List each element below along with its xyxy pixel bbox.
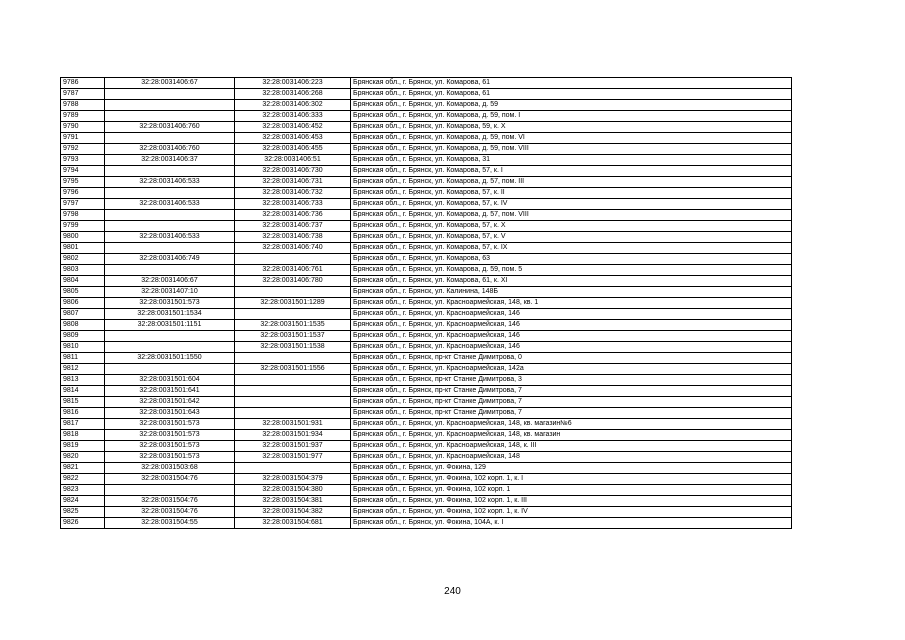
cadastral-number-cell [235, 463, 351, 474]
row-number-cell: 9817 [61, 419, 105, 430]
address-cell: Брянская обл., г. Брянск, ул. Комарова, 61, к. XI [351, 276, 792, 287]
table-row [61, 320, 792, 331]
cadastral-number-cell: 32:28:0031504:380 [235, 485, 351, 496]
address-cell: Брянская обл., г. Брянск, ул. Красноармейская, 146 [351, 320, 792, 331]
row-number-cell: 9824 [61, 496, 105, 507]
cadastral-number-cell: 32:28:0031406:452 [235, 122, 351, 133]
parent-cadastral-number-cell: 32:28:0031501:643 [105, 408, 235, 419]
row-number-cell: 9814 [61, 386, 105, 397]
cadastral-number-cell: 32:28:0031406:780 [235, 276, 351, 287]
cadastral-number-cell: 32:28:0031501:931 [235, 419, 351, 430]
cadastral-number-cell: 32:28:0031406:730 [235, 166, 351, 177]
address-cell: Брянская обл., г. Брянск, ул. Комарова, д. 59, пом. 5 [351, 265, 792, 276]
address-cell: Брянская обл., г. Брянск, ул. Фокина, 102 корп. 1, к. IV [351, 507, 792, 518]
address-cell: Брянская обл., г. Брянск, ул. Фокина, 104А, к. I [351, 518, 792, 529]
cadastral-number-cell [235, 287, 351, 298]
row-number-cell: 9813 [61, 375, 105, 386]
address-cell: Брянская обл., г. Брянск, ул. Красноармейская, 148, кв. магазин [351, 430, 792, 441]
address-cell: Брянская обл., г. Брянск, ул. Комарова, 31 [351, 155, 792, 166]
cadastral-number-cell: 32:28:0031406:737 [235, 221, 351, 232]
row-number-cell: 9812 [61, 364, 105, 375]
parent-cadastral-number-cell: 32:28:0031501:1534 [105, 309, 235, 320]
parent-cadastral-number-cell [105, 100, 235, 111]
row-number-cell: 9816 [61, 408, 105, 419]
table-row [61, 78, 792, 89]
parent-cadastral-number-cell: 32:28:0031407:10 [105, 287, 235, 298]
table-row [61, 177, 792, 188]
cadastral-number-cell: 32:28:0031504:381 [235, 496, 351, 507]
cadastral-number-cell [235, 309, 351, 320]
cadastral-number-cell: 32:28:0031501:1538 [235, 342, 351, 353]
address-cell: Брянская обл., г. Брянск, ул. Комарова, д. 59, пом. VIII [351, 144, 792, 155]
cadastral-number-cell [235, 386, 351, 397]
cadastral-number-cell [235, 408, 351, 419]
table-row [61, 353, 792, 364]
row-number-cell: 9815 [61, 397, 105, 408]
table-row [61, 155, 792, 166]
address-cell: Брянская обл., г. Брянск, пр-кт Станке Димитрова, 7 [351, 397, 792, 408]
parent-cadastral-number-cell [105, 111, 235, 122]
parent-cadastral-number-cell: 32:28:0031501:573 [105, 298, 235, 309]
parent-cadastral-number-cell: 32:28:0031503:68 [105, 463, 235, 474]
cadastral-number-cell: 32:28:0031406:732 [235, 188, 351, 199]
cadastral-number-cell: 32:28:0031501:934 [235, 430, 351, 441]
address-cell: Брянская обл., г. Брянск, ул. Комарова, 63 [351, 254, 792, 265]
row-number-cell: 9804 [61, 276, 105, 287]
row-number-cell: 9801 [61, 243, 105, 254]
cadastral-number-cell: 32:28:0031406:302 [235, 100, 351, 111]
row-number-cell: 9798 [61, 210, 105, 221]
table-row [61, 221, 792, 232]
parent-cadastral-number-cell: 32:28:0031501:604 [105, 375, 235, 386]
row-number-cell: 9788 [61, 100, 105, 111]
cadastral-number-cell: 32:28:0031406:731 [235, 177, 351, 188]
parent-cadastral-number-cell: 32:28:0031406:533 [105, 232, 235, 243]
address-cell: Брянская обл., г. Брянск, ул. Комарова, д. 59 [351, 100, 792, 111]
table-row [61, 485, 792, 496]
cadastral-number-cell: 32:28:0031504:382 [235, 507, 351, 518]
row-number-cell: 9825 [61, 507, 105, 518]
table-row [61, 199, 792, 210]
address-cell: Брянская обл., г. Брянск, ул. Красноармейская, 148 [351, 452, 792, 463]
table-row [61, 265, 792, 276]
row-number-cell: 9809 [61, 331, 105, 342]
address-cell: Брянская обл., г. Брянск, ул. Комарова, 57, к. II [351, 188, 792, 199]
address-cell: Брянская обл., г. Брянск, ул. Красноармейская, 148, кв. магазин№6 [351, 419, 792, 430]
table-row [61, 463, 792, 474]
cadastral-number-cell: 32:28:0031406:453 [235, 133, 351, 144]
table-row [61, 298, 792, 309]
cadastral-number-cell: 32:28:0031504:681 [235, 518, 351, 529]
row-number-cell: 9803 [61, 265, 105, 276]
row-number-cell: 9800 [61, 232, 105, 243]
table-row [61, 452, 792, 463]
row-number-cell: 9789 [61, 111, 105, 122]
address-cell: Брянская обл., г. Брянск, ул. Красноармейская, 148, кв. 1 [351, 298, 792, 309]
parent-cadastral-number-cell: 32:28:0031406:67 [105, 78, 235, 89]
parent-cadastral-number-cell [105, 221, 235, 232]
parent-cadastral-number-cell: 32:28:0031501:1151 [105, 320, 235, 331]
cadastral-number-cell: 32:28:0031501:1289 [235, 298, 351, 309]
table-row [61, 408, 792, 419]
parent-cadastral-number-cell: 32:28:0031501:573 [105, 452, 235, 463]
address-cell: Брянская обл., г. Брянск, ул. Фокина, 102 корп. 1, к. III [351, 496, 792, 507]
row-number-cell: 9799 [61, 221, 105, 232]
parent-cadastral-number-cell [105, 243, 235, 254]
table-row [61, 144, 792, 155]
address-cell: Брянская обл., г. Брянск, ул. Красноармейская, 146 [351, 331, 792, 342]
parent-cadastral-number-cell [105, 485, 235, 496]
cadastral-number-cell: 32:28:0031406:333 [235, 111, 351, 122]
parent-cadastral-number-cell [105, 133, 235, 144]
table-row [61, 89, 792, 100]
row-number-cell: 9786 [61, 78, 105, 89]
parent-cadastral-number-cell: 32:28:0031406:760 [105, 144, 235, 155]
parent-cadastral-number-cell: 32:28:0031501:642 [105, 397, 235, 408]
table-row [61, 100, 792, 111]
table-row [61, 507, 792, 518]
parent-cadastral-number-cell: 32:28:0031504:76 [105, 496, 235, 507]
table-row [61, 386, 792, 397]
cadastral-number-cell [235, 353, 351, 364]
address-cell: Брянская обл., г. Брянск, ул. Красноармейская, 146 [351, 342, 792, 353]
row-number-cell: 9792 [61, 144, 105, 155]
registry-table-body [61, 78, 792, 529]
parent-cadastral-number-cell [105, 331, 235, 342]
table-row [61, 518, 792, 529]
cadastral-number-cell: 32:28:0031406:736 [235, 210, 351, 221]
row-number-cell: 9818 [61, 430, 105, 441]
address-cell: Брянская обл., г. Брянск, ул. Комарова, 57, к. IV [351, 199, 792, 210]
row-number-cell: 9805 [61, 287, 105, 298]
row-number-cell: 9821 [61, 463, 105, 474]
parent-cadastral-number-cell: 32:28:0031501:573 [105, 430, 235, 441]
table-row [61, 210, 792, 221]
address-cell: Брянская обл., г. Брянск, пр-кт Станке Димитрова, 7 [351, 408, 792, 419]
parent-cadastral-number-cell [105, 364, 235, 375]
table-row [61, 331, 792, 342]
table-row [61, 166, 792, 177]
row-number-cell: 9795 [61, 177, 105, 188]
address-cell: Брянская обл., г. Брянск, ул. Комарова, 61 [351, 89, 792, 100]
table-row [61, 188, 792, 199]
cadastral-number-cell: 32:28:0031406:738 [235, 232, 351, 243]
address-cell: Брянская обл., г. Брянск, ул. Фокина, 102 корп. 1 [351, 485, 792, 496]
parent-cadastral-number-cell: 32:28:0031501:573 [105, 419, 235, 430]
address-cell: Брянская обл., г. Брянск, ул. Комарова, 57, к. X [351, 221, 792, 232]
address-cell: Брянская обл., г. Брянск, ул. Красноармейская, 146 [351, 309, 792, 320]
parent-cadastral-number-cell [105, 210, 235, 221]
parent-cadastral-number-cell: 32:28:0031504:76 [105, 474, 235, 485]
cadastral-number-cell [235, 254, 351, 265]
table-row [61, 111, 792, 122]
table-row [61, 232, 792, 243]
row-number-cell: 9822 [61, 474, 105, 485]
parent-cadastral-number-cell: 32:28:0031406:749 [105, 254, 235, 265]
parent-cadastral-number-cell [105, 342, 235, 353]
table-row [61, 122, 792, 133]
parent-cadastral-number-cell [105, 89, 235, 100]
parent-cadastral-number-cell: 32:28:0031406:760 [105, 122, 235, 133]
address-cell: Брянская обл., г. Брянск, ул. Комарова, д. 59, пом. VI [351, 133, 792, 144]
parent-cadastral-number-cell: 32:28:0031504:76 [105, 507, 235, 518]
table-row [61, 254, 792, 265]
table-row [61, 419, 792, 430]
cadastral-number-cell: 32:28:0031406:761 [235, 265, 351, 276]
parent-cadastral-number-cell [105, 265, 235, 276]
row-number-cell: 9808 [61, 320, 105, 331]
table-row [61, 243, 792, 254]
cadastral-number-cell: 32:28:0031406:740 [235, 243, 351, 254]
address-cell: Брянская обл., г. Брянск, ул. Комарова, 57, к. V [351, 232, 792, 243]
row-number-cell: 9802 [61, 254, 105, 265]
table-row [61, 441, 792, 452]
table-row [61, 287, 792, 298]
parent-cadastral-number-cell: 32:28:0031501:1550 [105, 353, 235, 364]
parent-cadastral-number-cell: 32:28:0031406:533 [105, 177, 235, 188]
parent-cadastral-number-cell: 32:28:0031501:573 [105, 441, 235, 452]
parent-cadastral-number-cell: 32:28:0031504:55 [105, 518, 235, 529]
address-cell: Брянская обл., г. Брянск, ул. Красноармейская, 148, к. III [351, 441, 792, 452]
row-number-cell: 9811 [61, 353, 105, 364]
parent-cadastral-number-cell: 32:28:0031501:641 [105, 386, 235, 397]
table-row [61, 276, 792, 287]
parent-cadastral-number-cell: 32:28:0031406:37 [105, 155, 235, 166]
cadastral-number-cell [235, 397, 351, 408]
parent-cadastral-number-cell: 32:28:0031406:67 [105, 276, 235, 287]
address-cell: Брянская обл., г. Брянск, пр-кт Станке Димитрова, 0 [351, 353, 792, 364]
row-number-cell: 9790 [61, 122, 105, 133]
row-number-cell: 9787 [61, 89, 105, 100]
row-number-cell: 9810 [61, 342, 105, 353]
page-number: 240 [444, 586, 461, 597]
cadastral-number-cell: 32:28:0031501:1556 [235, 364, 351, 375]
cadastral-number-cell: 32:28:0031501:1537 [235, 331, 351, 342]
address-cell: Брянская обл., г. Брянск, ул. Комарова, 57, к. I [351, 166, 792, 177]
table-row [61, 309, 792, 320]
table-row [61, 375, 792, 386]
cadastral-number-cell: 32:28:0031501:977 [235, 452, 351, 463]
row-number-cell: 9794 [61, 166, 105, 177]
cadastral-number-cell: 32:28:0031406:733 [235, 199, 351, 210]
row-number-cell: 9819 [61, 441, 105, 452]
address-cell: Брянская обл., г. Брянск, ул. Красноармейская, 142а [351, 364, 792, 375]
address-cell: Брянская обл., г. Брянск, пр-кт Станке Димитрова, 3 [351, 375, 792, 386]
cadastral-number-cell: 32:28:0031501:1535 [235, 320, 351, 331]
address-cell: Брянская обл., г. Брянск, ул. Комарова, д. 57, пом. III [351, 177, 792, 188]
parent-cadastral-number-cell [105, 166, 235, 177]
parent-cadastral-number-cell [105, 188, 235, 199]
row-number-cell: 9796 [61, 188, 105, 199]
registry-table [60, 77, 792, 529]
cadastral-number-cell: 32:28:0031501:937 [235, 441, 351, 452]
cadastral-number-cell: 32:28:0031406:51 [235, 155, 351, 166]
row-number-cell: 9791 [61, 133, 105, 144]
address-cell: Брянская обл., г. Брянск, пр-кт Станке Димитрова, 7 [351, 386, 792, 397]
address-cell: Брянская обл., г. Брянск, ул. Комарова, 61 [351, 78, 792, 89]
row-number-cell: 9793 [61, 155, 105, 166]
cadastral-number-cell: 32:28:0031406:268 [235, 89, 351, 100]
parent-cadastral-number-cell: 32:28:0031406:533 [105, 199, 235, 210]
address-cell: Брянская обл., г. Брянск, ул. Комарова, 59, к. X [351, 122, 792, 133]
row-number-cell: 9806 [61, 298, 105, 309]
cadastral-number-cell: 32:28:0031406:455 [235, 144, 351, 155]
row-number-cell: 9826 [61, 518, 105, 529]
address-cell: Брянская обл., г. Брянск, ул. Фокина, 129 [351, 463, 792, 474]
row-number-cell: 9823 [61, 485, 105, 496]
table-row [61, 474, 792, 485]
row-number-cell: 9797 [61, 199, 105, 210]
row-number-cell: 9807 [61, 309, 105, 320]
table-row [61, 133, 792, 144]
cadastral-number-cell [235, 375, 351, 386]
table-row [61, 430, 792, 441]
address-cell: Брянская обл., г. Брянск, ул. Комарова, д. 57, пом. VIII [351, 210, 792, 221]
table-row [61, 342, 792, 353]
table-row [61, 364, 792, 375]
address-cell: Брянская обл., г. Брянск, ул. Фокина, 102 корп. 1, к. I [351, 474, 792, 485]
address-cell: Брянская обл., г. Брянск, ул. Комарова, 57, к. IX [351, 243, 792, 254]
table-row [61, 397, 792, 408]
cadastral-number-cell: 32:28:0031406:223 [235, 78, 351, 89]
cadastral-number-cell: 32:28:0031504:379 [235, 474, 351, 485]
row-number-cell: 9820 [61, 452, 105, 463]
address-cell: Брянская обл., г. Брянск, ул. Калинина, 148Б [351, 287, 792, 298]
table-row [61, 496, 792, 507]
address-cell: Брянская обл., г. Брянск, ул. Комарова, д. 59, пом. I [351, 111, 792, 122]
